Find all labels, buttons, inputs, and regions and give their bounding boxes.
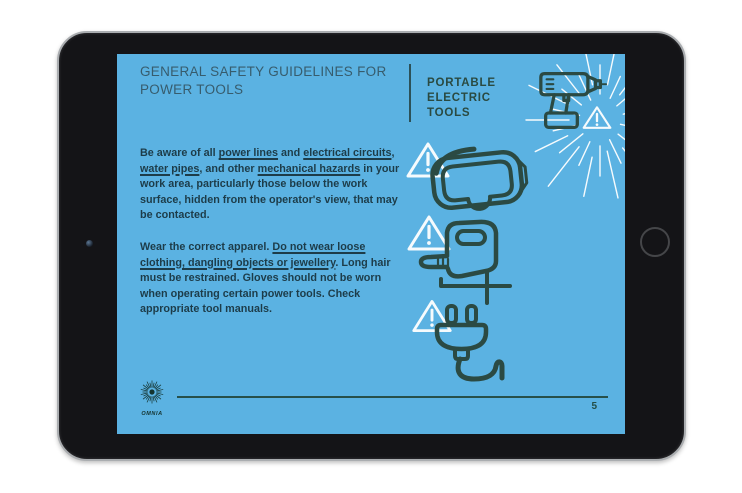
- body-paragraph: Wear the correct apparel. Do not wear loose clothing, dangling objects or jewellery. Long hair must be restrained. Gloves should not be worn when operating certain power tools. Check appropriate tool manuals.: [140, 240, 391, 316]
- front-camera-dot: [86, 240, 93, 247]
- slide-screen: [117, 54, 625, 434]
- page-number: 5: [591, 401, 597, 412]
- section-divider: [409, 64, 411, 122]
- body-paragraph: Be aware of all power lines and electrical circuits, water pipes, and other mechanical hazards in your work area, particularly those below the work surface, hidden from the operator's view, that may be contacted.: [140, 147, 400, 222]
- plug-icon: [424, 304, 510, 386]
- logo-text: OMNIA: [141, 411, 163, 417]
- logo-starburst-icon: [139, 379, 165, 405]
- goggles-icon: [425, 142, 529, 214]
- body-text-block: [140, 146, 403, 334]
- footer-divider: [177, 396, 608, 398]
- jigsaw-icon: [417, 219, 513, 307]
- warning-triangle-icon: [581, 104, 613, 132]
- section-label: PORTABLE ELECTRIC TOOLS: [427, 77, 496, 119]
- tablet-frame: [57, 31, 686, 461]
- omnia-logo: [137, 379, 167, 417]
- home-button[interactable]: [640, 227, 670, 257]
- page-title: GENERAL SAFETY GUIDELINES FOR POWER TOOLS: [140, 64, 387, 97]
